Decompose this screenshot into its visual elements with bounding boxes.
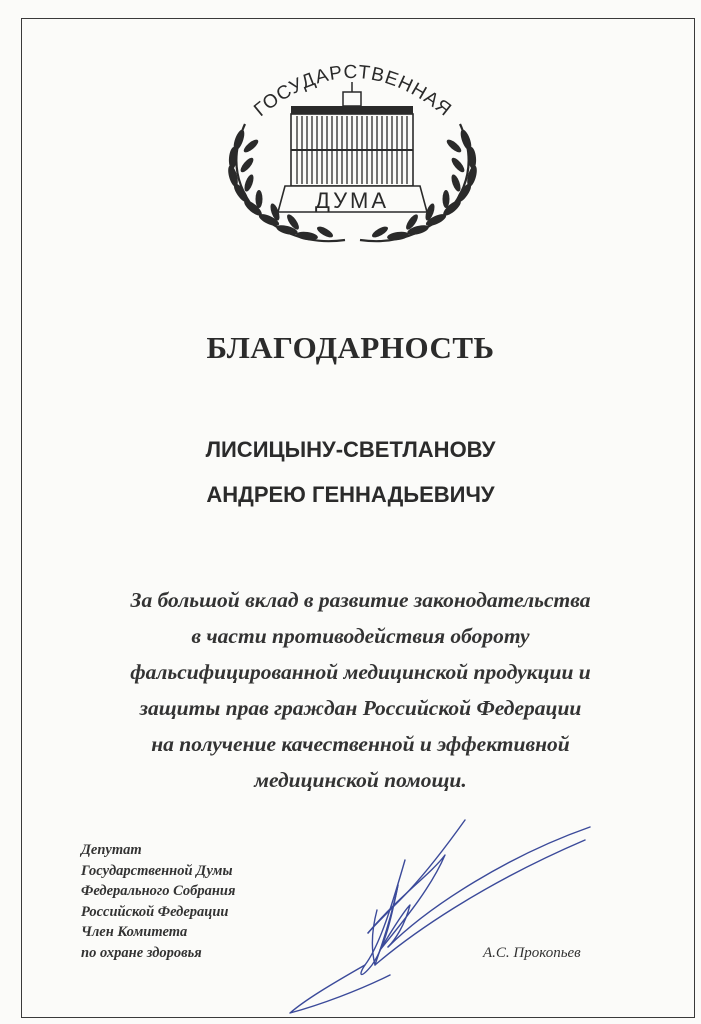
award-reason (60, 582, 661, 798)
handwritten-signature (280, 815, 600, 1020)
position-line: Федерального Собрания (81, 883, 236, 899)
position-line: по охране здоровья (81, 944, 202, 961)
emblem-banner-text: ДУМА (314, 188, 390, 213)
award-reason-line: фальсифицированной медицинской продукции и (130, 660, 591, 684)
signatory-position (81, 840, 235, 963)
award-reason-line: медицинской помощи. (254, 768, 467, 792)
position-line: Депутат (81, 842, 142, 858)
award-reason-line: в части противодействия обороту (191, 624, 530, 648)
duma-building-icon (291, 82, 413, 186)
position-line: Российской Федерации (81, 903, 229, 920)
position-line: Член Комитета (81, 924, 188, 940)
signatory-name: А.С. Прокопьев (483, 945, 581, 961)
state-duma-emblem (215, 62, 490, 252)
award-reason-line: За большой вклад в развитие законодательства (130, 588, 591, 612)
recipient-given-names: АНДРЕЮ ГЕННАДЬЕВИЧУ (206, 482, 495, 507)
recipient-surname: ЛИСИЦЫНУ-СВЕТЛАНОВУ (205, 437, 496, 462)
emblem-arc-text: ГОСУДАРСТВЕННАЯ (250, 62, 456, 122)
certificate-title: БЛАГОДАРНОСТЬ (206, 330, 495, 365)
award-reason-line: на получение качественной и эффективной (151, 732, 570, 756)
laurel-wreath-right (360, 124, 479, 241)
award-reason-line: защиты прав граждан Российской Федерации (139, 696, 582, 720)
emblem-banner (278, 186, 427, 213)
position-line: Государственной Думы (81, 862, 233, 879)
